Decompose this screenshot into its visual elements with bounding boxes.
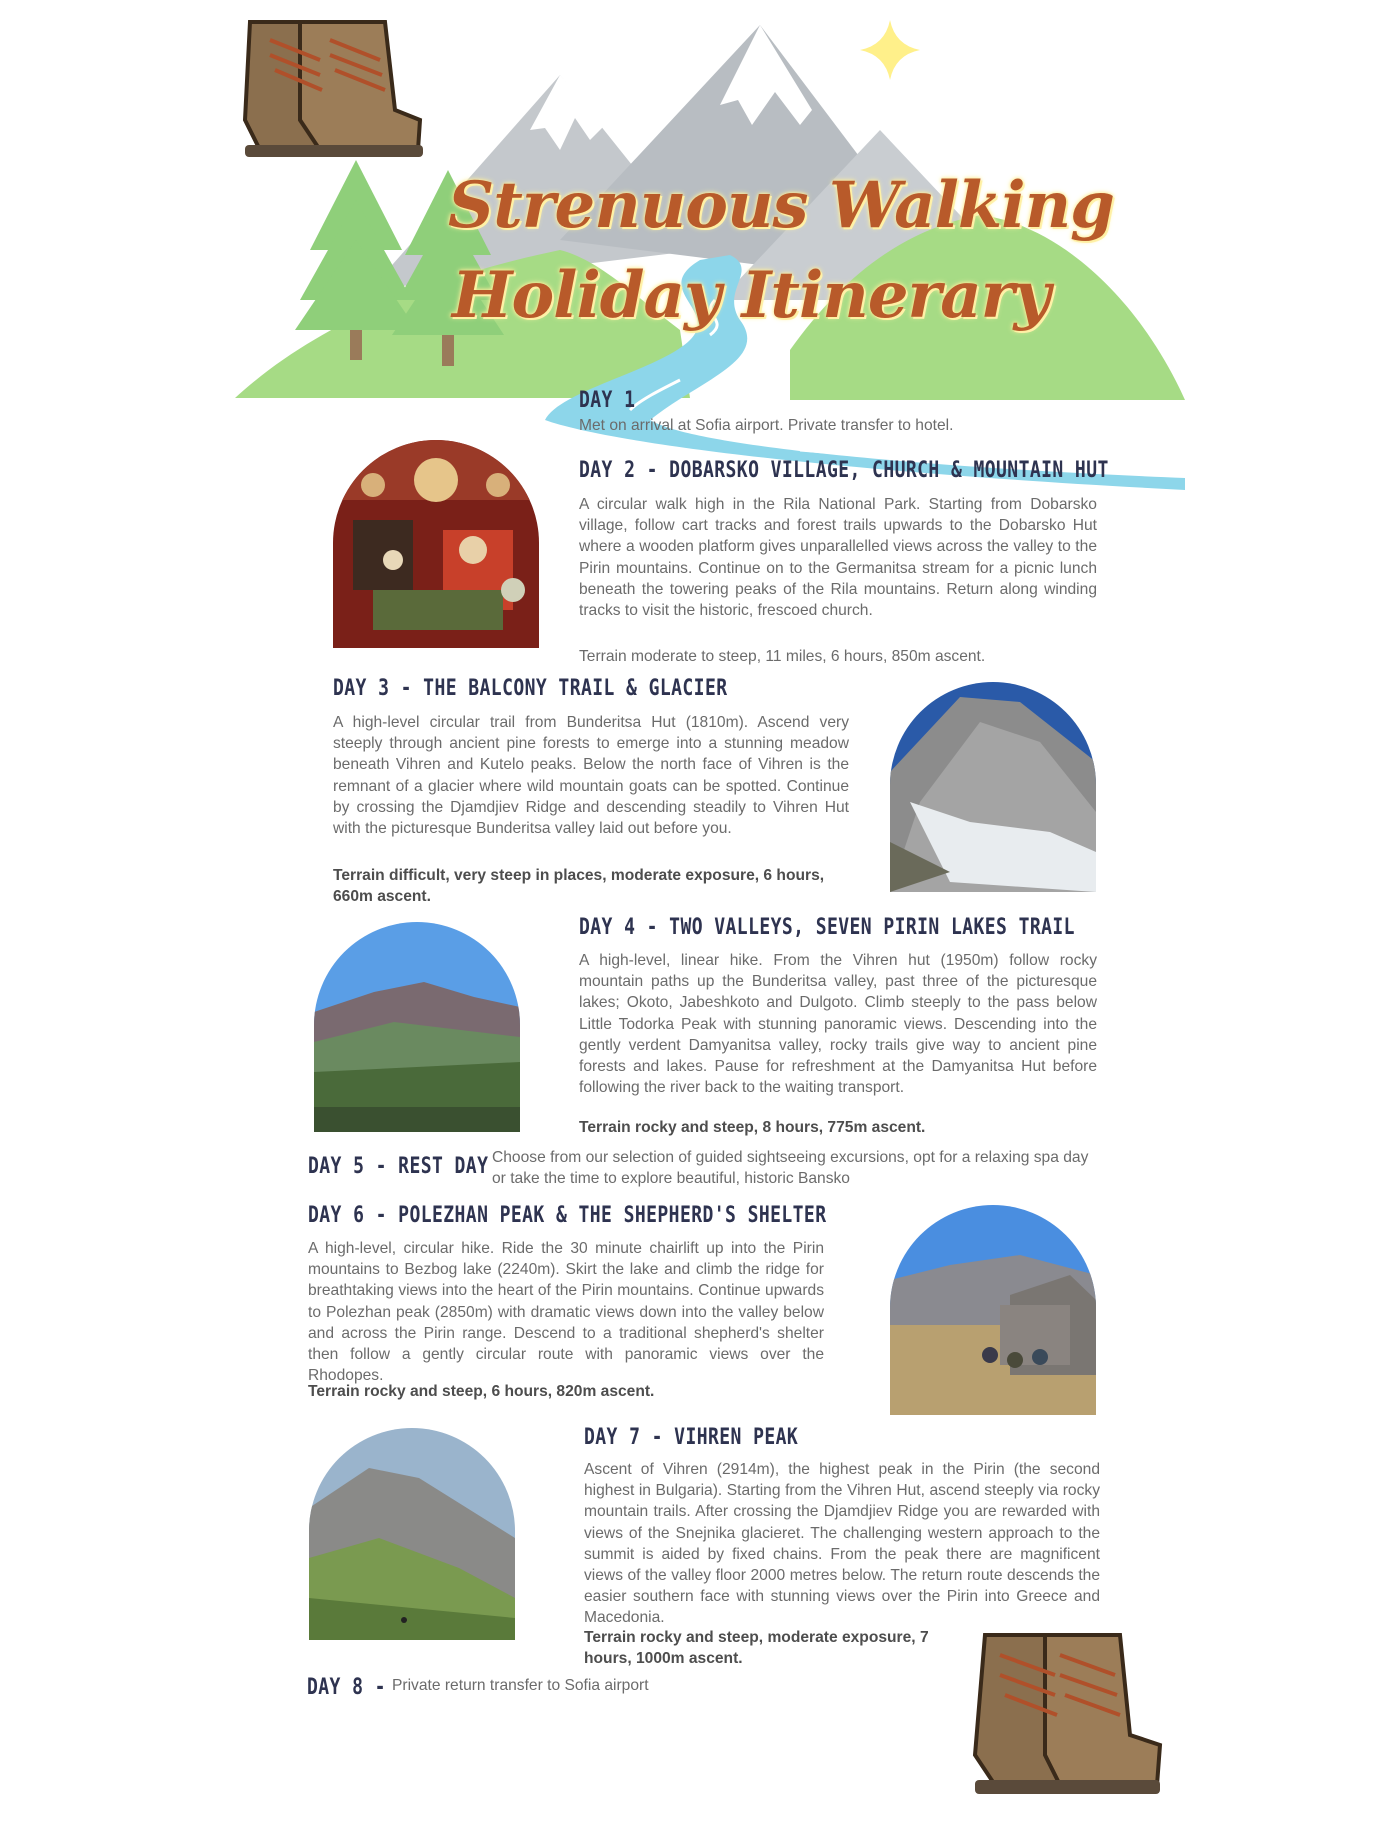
day7-text: Ascent of Vihren (2914m), the highest peak in the Pirin (the second highest in Bulgaria). Starting from the Vihren Hut, ascend steeply via rocky mountain trails. After crossing the Djamdjiev Ridge you are rewarded with views of the Snejnika glacieret. The challenging western approach to the summit is aided by fixed chains. From the peak there are magnificent views of the valley floor 2000 metres below. The return route descends the easier southern face with stunning views over the Pirin into Greece and Macedonia.: [584, 1461, 1100, 1627]
day3-text: A high-level circular trail from Bunderitsa Hut (1810m). Ascend very steeply through ancient pine forests to emerge into a stunning meadow beneath Vihren and Kutelo peaks. Below the north face of Vihren is the remnant of a glacier where wild mountain goats can be spotted. Continue by crossing the Djamdjiev Ridge and descending steadily to Vihren Hut with the picturesque Bunderitsa valley laid out before you.: [333, 714, 849, 838]
day5-heading: DAY 5 - REST DAY: [308, 1154, 489, 1179]
day3-terrain: Terrain difficult, very steep in places, moderate exposure, 6 hours, 660m ascent.: [333, 867, 825, 906]
day7-terrain: Terrain rocky and steep, moderate exposure, 7 hours, 1000m ascent.: [584, 1629, 929, 1668]
day1-text: Met on arrival at Sofia airport. Private transfer to hotel.: [579, 417, 954, 434]
day6-heading: DAY 6 - POLEZHAN PEAK & THE SHEPHERD'S SHELTER: [308, 1203, 827, 1228]
hiking-boots-bottom-icon: [965, 1625, 1165, 1825]
day4-text: A high-level, linear hike. From the Vihren hut (1950m) follow rocky mountain paths up the Bunderitsa valley, past three of the picturesque lakes; Okoto, Jabeshkoto and Dulgoto. Climb steeply to the pass below Little Todorka Peak with stunning panoramic views. Descending into the gently verdent Damyanitsa valley, rocky trails give way to ancient pine forests and lakes. Pause for refreshment at the Damyanitsa Hut before following the river back to the waiting transport.: [579, 952, 1097, 1097]
day2-terrain: Terrain moderate to steep, 11 miles, 6 hours, 850m ascent.: [579, 648, 986, 665]
day1-heading: DAY 1: [579, 388, 636, 413]
day6-shelter-photo: [890, 1205, 1096, 1415]
day7-vihren-photo: [309, 1428, 515, 1640]
day7-heading: DAY 7 - VIHREN PEAK: [584, 1425, 799, 1450]
day2-text: A circular walk high in the Rila National Park. Starting from Dobarsko village, follow cart tracks and forest trails upwards to the Dobarsko Hut where a wooden platform gives unparallelled views across the valley to the Pirin mountains. Continue on to the Germanitsa stream for a picnic lunch beneath the towering peaks of the Rila mountains. Return along winding tracks to visit the historic, frescoed church.: [579, 496, 1097, 620]
day8-heading: DAY 8 -: [307, 1675, 386, 1700]
sparkle-star-icon: [860, 20, 920, 80]
hiking-boots-top-icon: [245, 22, 423, 157]
day3-heading: DAY 3 - THE BALCONY TRAIL & GLACIER: [333, 676, 728, 701]
day4-valley-photo: [314, 922, 520, 1132]
day8-text: Private return transfer to Sofia airport: [392, 1677, 649, 1694]
day4-terrain: Terrain rocky and steep, 8 hours, 775m ascent.: [579, 1119, 926, 1136]
day6-text: A high-level, circular hike. Ride the 30 minute chairlift up into the Pirin mountains to Bezbog lake (2240m). Skirt the lake and climb the ridge for breathtaking views into the heart of the Pirin mountains. Continue upwards to Polezhan peak (2850m) with dramatic views down into the valley below and across the Pirin range. Descend to a traditional shepherd's shelter then follow a gently circular route with panoramic views over the Rhodopes.: [308, 1240, 824, 1385]
day6-terrain: Terrain rocky and steep, 6 hours, 820m ascent.: [308, 1383, 655, 1400]
day2-heading: DAY 2 - DOBARSKO VILLAGE, CHURCH & MOUNTAIN HUT: [579, 458, 1109, 483]
title-line-2: Holiday Itinerary: [452, 258, 1050, 333]
day2-fresco-photo: [333, 440, 539, 648]
day4-heading: DAY 4 - TWO VALLEYS, SEVEN PIRIN LAKES TRAIL: [579, 915, 1075, 940]
title-line-1: Strenuous Walking: [448, 168, 1114, 243]
day3-glacier-photo: [890, 682, 1096, 892]
day5-text: Choose from our selection of guided sightseeing excursions, opt for a relaxing spa day or take the time to explore beautiful, historic Bansko: [492, 1149, 1089, 1188]
